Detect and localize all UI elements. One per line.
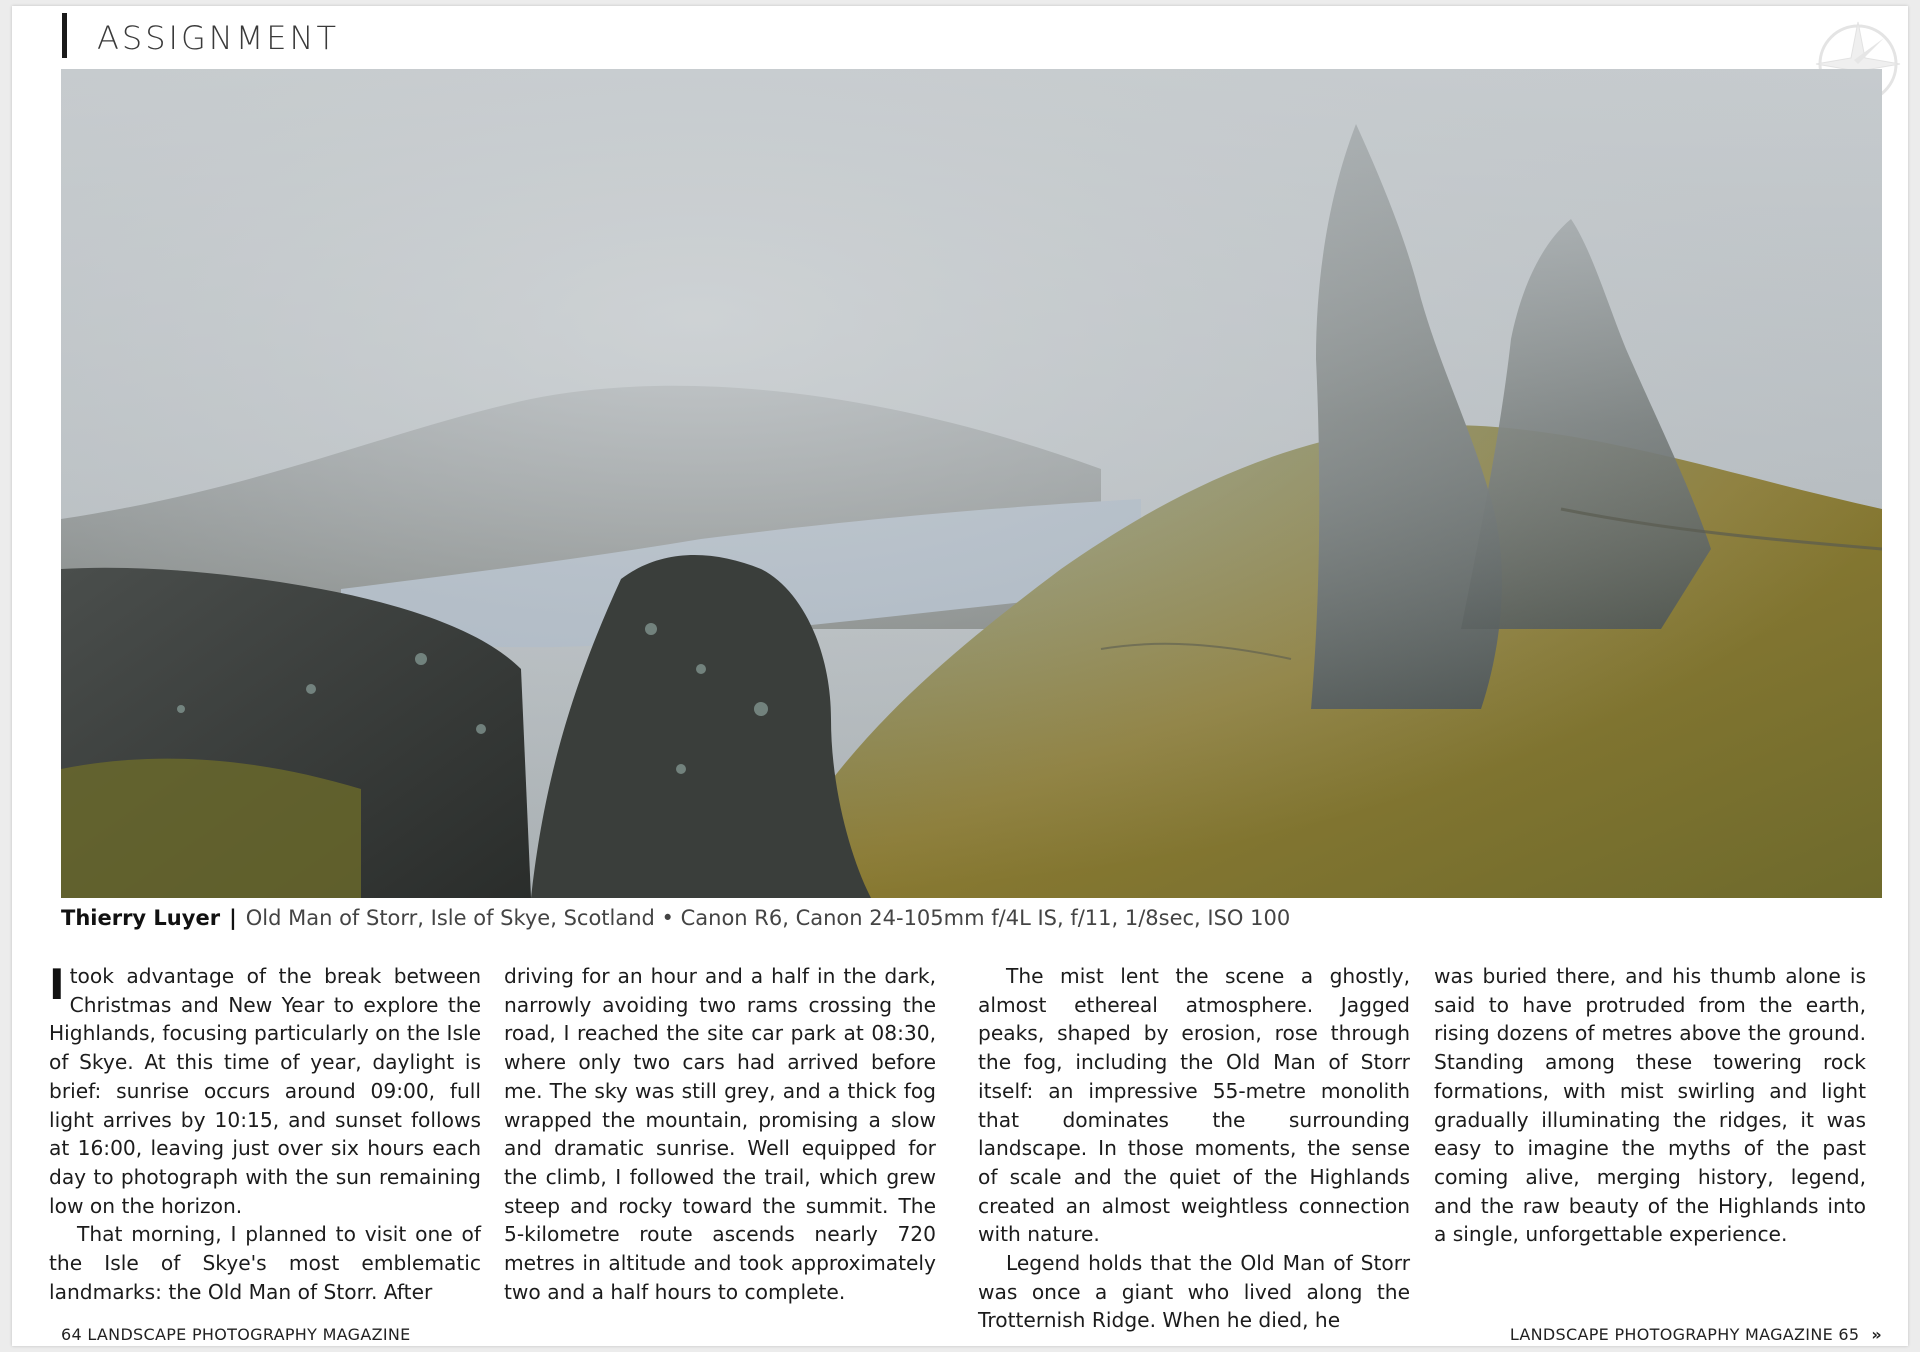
section-title: ASSIGNMENT — [97, 19, 339, 57]
article-column-1 — [49, 962, 481, 1306]
landscape-photo — [61, 69, 1882, 898]
magazine-spread — [12, 6, 1908, 1346]
section-marker — [62, 13, 67, 58]
article-paragraph: driving for an hour and a half in the dark, narrowly avoiding two rams crossing the road, I reached the site car park at 08:30, where only two cars had arrived before me. The sky was still grey, and a thick fog wrapped the mountain, promising a slow and dramatic sunrise. Well equipped for the climb, I followed the trail, which grew steep and rocky toward the summit. The 5-kilometre route ascends nearly 720 metres in altitude and took approximately two and a half hours to complete. — [504, 964, 936, 1304]
article-paragraph: The mist lent the scene a ghostly, almost ethereal atmosphere. Jagged peaks, shaped by erosion, rose through the fog, including the Old Man of Storr itself: an impressive 55-metre monolith that dominates the surrounding landscape. In those moments, the sense of scale and the quiet of the Highlands created an almost weightless connection with nature. — [978, 964, 1410, 1247]
double-chevron-right-icon[interactable]: » — [1871, 1325, 1882, 1344]
drop-cap: I — [49, 960, 65, 1009]
paragraph-text: took advantage of the break between Christmas and New Year to explore the Highlands, focusing particularly on the Isle of Skye. At this time of year, daylight is brief: sunrise occurs around 09:00, full light arrives by 10:15, and sunset follows at 16:00, leaving just over six hours each day to photograph with the sun remaining low on the horizon. — [49, 964, 481, 1218]
footer-right-folio — [1510, 1325, 1882, 1345]
article-column-3 — [978, 962, 1410, 1335]
photo-details: Old Man of Storr, Isle of Skye, Scotland • Canon R6, Canon 24-105mm f/4L IS, f/11, 1/8sec, ISO 100 — [245, 906, 1291, 930]
footer-left-folio: 64 LANDSCAPE PHOTOGRAPHY MAGAZINE — [61, 1325, 411, 1344]
article-paragraph: was buried there, and his thumb alone is said to have protruded from the earth, rising dozens of metres above the ground. Standing among these towering rock formations, with mist swirling and light gradually illuminating the ridges, it was easy to imagine the myths of the past coming alive, merging history, legend, and the raw beauty of the Highlands into a single, unforgettable experience. — [1434, 964, 1866, 1247]
photographer-name: Thierry Luyer — [61, 906, 221, 930]
article-column-2 — [504, 962, 936, 1306]
caption-separator: | — [229, 906, 237, 930]
article-paragraph: Legend holds that the Old Man of Storr was once a giant who lived along the Trotternish Ridge. When he died, he — [978, 1251, 1410, 1333]
article-paragraph — [49, 962, 481, 1220]
footer-right-text: LANDSCAPE PHOTOGRAPHY MAGAZINE 65 — [1509, 1325, 1860, 1344]
photo-caption — [61, 903, 1290, 933]
article-column-4 — [1434, 962, 1866, 1249]
article-paragraph: That morning, I planned to visit one of the Isle of Skye's most emblematic landmarks: the Old Man of Storr. After — [49, 1222, 481, 1304]
